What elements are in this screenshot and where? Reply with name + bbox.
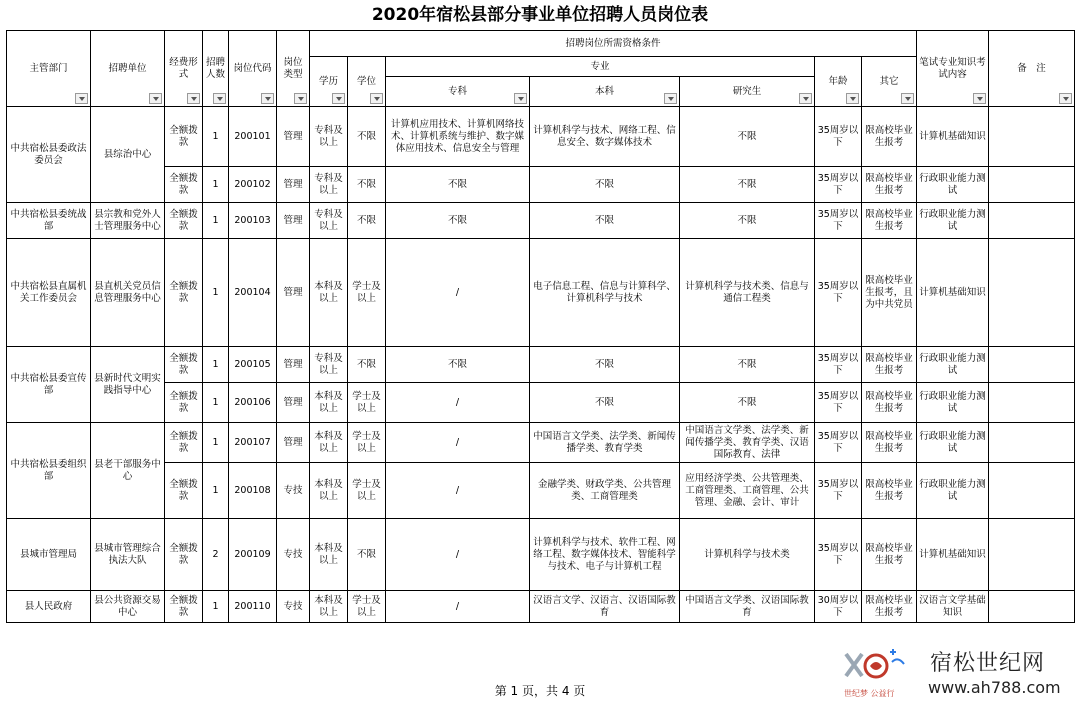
filter-dropdown-icon[interactable] [149, 93, 162, 104]
cell-remark [989, 463, 1075, 519]
filter-dropdown-icon[interactable] [846, 93, 859, 104]
header-exam: 笔试专业知识考试内容 [917, 31, 989, 107]
cell-education: 本科及以上 [310, 423, 348, 463]
cell-code: 200101 [229, 107, 277, 167]
cell-bachelor: 金融学类、财政学类、公共管理类、工商管理类 [530, 463, 680, 519]
cell-bachelor: 不限 [530, 167, 680, 203]
page-footer: 第 1 页，共 4 页 [494, 684, 586, 698]
cell-degree: 学士及以上 [348, 591, 386, 623]
cell-code: 200103 [229, 203, 277, 239]
cell-unit: 县综治中心 [91, 107, 165, 203]
table-row [7, 107, 1075, 167]
cell-funding: 全额拨款 [165, 347, 203, 383]
cell-other: 限高校毕业生报考 [862, 591, 917, 623]
cell-unit: 县老干部服务中心 [91, 423, 165, 519]
cell-age: 35周岁以下 [815, 383, 862, 423]
cell-education: 专科及以上 [310, 203, 348, 239]
table-row [7, 167, 1075, 203]
cell-type: 管理 [277, 107, 310, 167]
cell-code: 200109 [229, 519, 277, 591]
cell-type: 专技 [277, 519, 310, 591]
cell-exam: 行政职业能力测试 [917, 203, 989, 239]
cell-bachelor: 不限 [530, 383, 680, 423]
cell-degree: 不限 [348, 347, 386, 383]
cell-dept: 中共宿松县直属机关工作委员会 [7, 239, 91, 347]
cell-remark [989, 239, 1075, 347]
cell-bachelor: 电子信息工程、信息与计算科学、计算机科学与技术 [530, 239, 680, 347]
cell-graduate: 不限 [680, 383, 815, 423]
cell-count: 1 [203, 591, 229, 623]
cell-age: 35周岁以下 [815, 423, 862, 463]
table-row [7, 463, 1075, 519]
cell-count: 1 [203, 463, 229, 519]
cell-education: 本科及以上 [310, 463, 348, 519]
cell-dept: 中共宿松县委组织部 [7, 423, 91, 519]
cell-junior: / [386, 463, 530, 519]
cell-type: 管理 [277, 383, 310, 423]
cell-type: 管理 [277, 347, 310, 383]
cell-age: 35周岁以下 [815, 519, 862, 591]
table-row [7, 239, 1075, 347]
cell-age: 35周岁以下 [815, 347, 862, 383]
cell-funding: 全额拨款 [165, 463, 203, 519]
header-unit: 招聘单位 [91, 31, 165, 107]
cell-degree: 不限 [348, 167, 386, 203]
cell-graduate: 不限 [680, 347, 815, 383]
cell-bachelor: 不限 [530, 203, 680, 239]
cell-funding: 全额拨款 [165, 203, 203, 239]
header-type: 岗位类型 [277, 31, 310, 107]
cell-junior: / [386, 383, 530, 423]
header-major: 专业 [386, 57, 815, 77]
cell-remark [989, 383, 1075, 423]
filter-dropdown-icon[interactable] [973, 93, 986, 104]
cell-graduate: 不限 [680, 107, 815, 167]
cell-funding: 全额拨款 [165, 167, 203, 203]
cell-education: 本科及以上 [310, 239, 348, 347]
watermark-slogan: 世纪梦 公益行 [844, 689, 895, 698]
header-count: 招聘人数 [203, 31, 229, 107]
watermark-site-name: 宿松世纪网 [930, 651, 1046, 676]
header-age: 年龄 [815, 57, 862, 107]
filter-dropdown-icon[interactable] [664, 93, 677, 104]
cell-other: 限高校毕业生报考 [862, 463, 917, 519]
cell-graduate: 中国语言文学类、法学类、新闻传播学类、教育学类、汉语国际教育、法律 [680, 423, 815, 463]
cell-code: 200106 [229, 383, 277, 423]
cell-funding: 全额拨款 [165, 423, 203, 463]
cell-dept: 中共宿松县委统战部 [7, 203, 91, 239]
cell-funding: 全额拨款 [165, 383, 203, 423]
filter-dropdown-icon[interactable] [75, 93, 88, 104]
cell-funding: 全额拨款 [165, 239, 203, 347]
filter-dropdown-icon[interactable] [799, 93, 812, 104]
header-education: 学历 [310, 57, 348, 107]
cell-remark [989, 203, 1075, 239]
cell-dept: 县城市管理局 [7, 519, 91, 591]
table-row [7, 519, 1075, 591]
cell-code: 200105 [229, 347, 277, 383]
cell-dept: 中共宿松县委政法委员会 [7, 107, 91, 203]
cell-remark [989, 591, 1075, 623]
cell-degree: 学士及以上 [348, 383, 386, 423]
cell-count: 1 [203, 239, 229, 347]
filter-dropdown-icon[interactable] [187, 93, 200, 104]
cell-degree: 学士及以上 [348, 423, 386, 463]
cell-count: 2 [203, 519, 229, 591]
cell-exam: 行政职业能力测试 [917, 383, 989, 423]
cell-exam: 行政职业能力测试 [917, 463, 989, 519]
header-graduate: 研究生 [680, 77, 815, 107]
cell-count: 1 [203, 423, 229, 463]
cell-code: 200108 [229, 463, 277, 519]
cell-dept: 县人民政府 [7, 591, 91, 623]
cell-bachelor: 汉语言文学、汉语言、汉语国际教育 [530, 591, 680, 623]
cell-junior: 不限 [386, 167, 530, 203]
cell-type: 管理 [277, 203, 310, 239]
cell-junior: 不限 [386, 347, 530, 383]
job-table [6, 30, 1075, 623]
cell-graduate: 不限 [680, 167, 815, 203]
cell-other: 限高校毕业生报考 [862, 203, 917, 239]
table-row [7, 203, 1075, 239]
cell-exam: 计算机基础知识 [917, 107, 989, 167]
cell-remark [989, 167, 1075, 203]
filter-dropdown-icon[interactable] [370, 93, 383, 104]
cell-graduate: 计算机科学与技术类、信息与通信工程类 [680, 239, 815, 347]
cell-bachelor: 不限 [530, 347, 680, 383]
cell-code: 200110 [229, 591, 277, 623]
cell-junior: / [386, 519, 530, 591]
cell-dept: 中共宿松县委宣传部 [7, 347, 91, 423]
filter-dropdown-icon[interactable] [901, 93, 914, 104]
cell-junior: 不限 [386, 203, 530, 239]
cell-code: 200107 [229, 423, 277, 463]
cell-age: 35周岁以下 [815, 203, 862, 239]
cell-funding: 全额拨款 [165, 107, 203, 167]
cell-remark [989, 519, 1075, 591]
cell-code: 200102 [229, 167, 277, 203]
cell-type: 管理 [277, 239, 310, 347]
cell-other: 限高校毕业生报考 [862, 167, 917, 203]
cell-age: 35周岁以下 [815, 167, 862, 203]
cell-education: 本科及以上 [310, 383, 348, 423]
cell-remark [989, 347, 1075, 383]
cell-other: 限高校毕业生报考 [862, 383, 917, 423]
cell-exam: 行政职业能力测试 [917, 167, 989, 203]
filter-dropdown-icon[interactable] [1059, 93, 1072, 104]
cell-education: 专科及以上 [310, 347, 348, 383]
cell-exam: 行政职业能力测试 [917, 423, 989, 463]
watermark [840, 644, 1072, 704]
cell-unit: 县公共资源交易中心 [91, 591, 165, 623]
filter-dropdown-icon[interactable] [261, 93, 274, 104]
cell-remark [989, 423, 1075, 463]
cell-exam: 行政职业能力测试 [917, 347, 989, 383]
cell-funding: 全额拨款 [165, 519, 203, 591]
page-title: 2020年宿松县部分事业单位招聘人员岗位表 [371, 5, 709, 25]
cell-exam: 计算机基础知识 [917, 239, 989, 347]
cell-other: 限高校毕业生报考 [862, 347, 917, 383]
header-code: 岗位代码 [229, 31, 277, 107]
cell-exam: 计算机基础知识 [917, 519, 989, 591]
cell-other: 限高校毕业生报考 [862, 519, 917, 591]
cell-graduate: 应用经济学类、公共管理类、工商管理类、工商管理、公共管理、金融、会计、审计 [680, 463, 815, 519]
cell-count: 1 [203, 383, 229, 423]
cell-type: 专技 [277, 591, 310, 623]
cell-education: 专科及以上 [310, 167, 348, 203]
cell-type: 管理 [277, 167, 310, 203]
cell-exam: 汉语言文学基础知识 [917, 591, 989, 623]
cell-type: 专技 [277, 463, 310, 519]
cell-type: 管理 [277, 423, 310, 463]
cell-unit: 县城市管理综合执法大队 [91, 519, 165, 591]
cell-graduate: 中国语言文学类、汉语国际教育 [680, 591, 815, 623]
table-row [7, 423, 1075, 463]
cell-count: 1 [203, 347, 229, 383]
cell-junior: 计算机应用技术、计算机网络技术、计算机系统与维护、数字媒体应用技术、信息安全与管理 [386, 107, 530, 167]
cell-degree: 学士及以上 [348, 463, 386, 519]
cell-unit: 县新时代文明实践指导中心 [91, 347, 165, 423]
cell-count: 1 [203, 107, 229, 167]
header-remark: 备 注 [989, 31, 1075, 107]
cell-age: 35周岁以下 [815, 107, 862, 167]
cell-code: 200104 [229, 239, 277, 347]
filter-dropdown-icon[interactable] [332, 93, 345, 104]
header-funding: 经费形式 [165, 31, 203, 107]
cell-count: 1 [203, 167, 229, 203]
filter-dropdown-icon[interactable] [294, 93, 307, 104]
cell-degree: 不限 [348, 107, 386, 167]
cell-other: 限高校毕业生报考 [862, 423, 917, 463]
cell-other: 限高校毕业生报考，且为中共党员 [862, 239, 917, 347]
watermark-url: www.ah788.com [928, 678, 1061, 697]
cell-education: 专科及以上 [310, 107, 348, 167]
header-degree: 学位 [348, 57, 386, 107]
cell-degree: 不限 [348, 203, 386, 239]
cell-junior: / [386, 423, 530, 463]
cell-other: 限高校毕业生报考 [862, 107, 917, 167]
cell-junior: / [386, 239, 530, 347]
cell-education: 本科及以上 [310, 519, 348, 591]
cell-bachelor: 计算机科学与技术、软件工程、网络工程、数字媒体技术、智能科学与技术、电子与计算机工程 [530, 519, 680, 591]
cell-count: 1 [203, 203, 229, 239]
cell-bachelor: 中国语言文学类、法学类、新闻传播学类、教育学类 [530, 423, 680, 463]
header-dept: 主管部门 [7, 31, 91, 107]
table-row [7, 383, 1075, 423]
filter-dropdown-icon[interactable] [213, 93, 226, 104]
cell-unit: 县宗教和党外人士管理服务中心 [91, 203, 165, 239]
cell-unit: 县直机关党员信息管理服务中心 [91, 239, 165, 347]
cell-age: 35周岁以下 [815, 463, 862, 519]
cell-funding: 全额拨款 [165, 591, 203, 623]
cell-age: 30周岁以下 [815, 591, 862, 623]
cell-degree: 学士及以上 [348, 239, 386, 347]
table-row [7, 591, 1075, 623]
cell-graduate: 计算机科学与技术类 [680, 519, 815, 591]
cell-graduate: 不限 [680, 203, 815, 239]
header-bachelor: 本科 [530, 77, 680, 107]
header-other: 其它 [862, 57, 917, 107]
cell-degree: 不限 [348, 519, 386, 591]
cell-age: 35周岁以下 [815, 239, 862, 347]
cell-bachelor: 计算机科学与技术、网络工程、信息安全、数字媒体技术 [530, 107, 680, 167]
filter-dropdown-icon[interactable] [514, 93, 527, 104]
header-junior: 专科 [386, 77, 530, 107]
header-conditions: 招聘岗位所需资格条件 [310, 31, 917, 57]
cell-remark [989, 107, 1075, 167]
table-row [7, 347, 1075, 383]
cell-education: 本科及以上 [310, 591, 348, 623]
cell-junior: / [386, 591, 530, 623]
